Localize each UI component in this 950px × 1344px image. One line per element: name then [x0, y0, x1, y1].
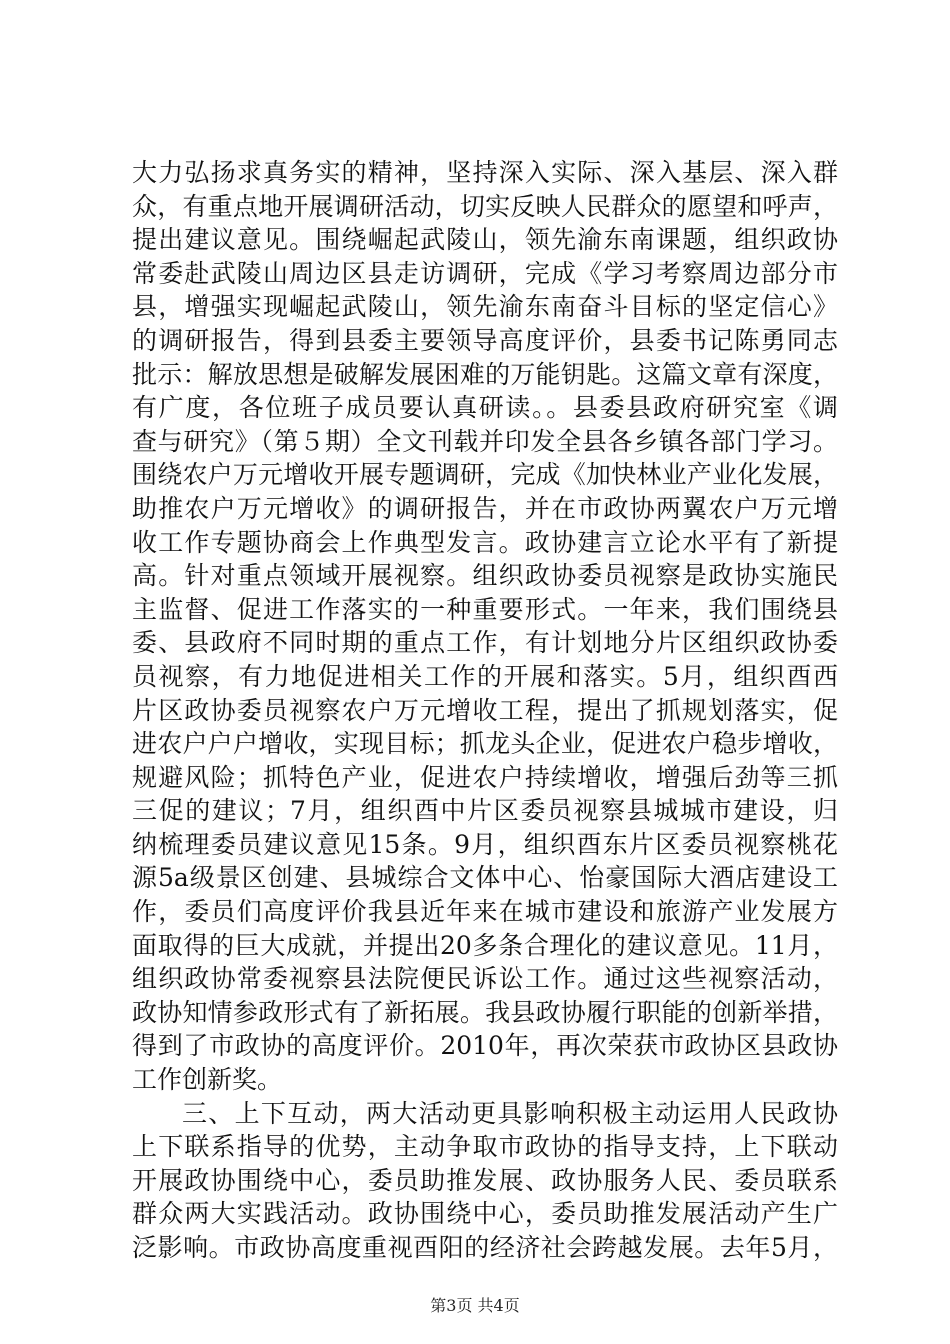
text-line: 提出建议意见。围绕崛起武陵山，领先渝东南课题，组织政协 [132, 225, 838, 255]
text-line: 县，增强实现崛起武陵山，领先渝东南奋斗目标的坚定信心》 [132, 292, 838, 322]
text-line: 批示：解放思想是破解发展困难的万能钥匙。这篇文章有深度， [132, 359, 838, 389]
page-footer [0, 1296, 950, 1316]
text-line: 进农户户户增收，实现目标；抓龙头企业，促进农户稳步增收， [132, 729, 838, 759]
text-line: 委、县政府不同时期的重点工作，有计划地分片区组织政协委 [132, 628, 838, 658]
text-line: 上下联系指导的优势，主动争取市政协的指导支持，上下联动 [132, 1132, 838, 1162]
section-heading-line: 三、上下互动，两大活动更具影响积极主动运用人民政协 [182, 1098, 838, 1128]
text-line: 泛影响。市政协高度重视酉阳的经济社会跨越发展。去年5月， [132, 1233, 838, 1262]
text-line: 常委赴武陵山周边区县走访调研，完成《学习考察周边部分市 [132, 258, 838, 288]
text-line: 众，有重点地开展调研活动，切实反映人民群众的愿望和呼声， [132, 191, 838, 221]
text-line: 高。针对重点领域开展视察。组织政协委员视察是政协实施民 [132, 561, 838, 591]
text-line: 面取得的巨大成就，并提出20多条合理化的建议意见。11月， [132, 930, 838, 960]
text-line: 开展政协围绕中心，委员助推发展、政协服务人民、委员联系 [132, 1165, 838, 1195]
text-line: 纳梳理委员建议意见15条。9月，组织酉东片区委员视察桃花 [132, 829, 838, 859]
text-line: 作，委员们高度评价我县近年来在城市建设和旅游产业发展方 [132, 897, 838, 927]
text-line: 查与研究》（第５期）全文刊载并印发全县各乡镇各部门学习。 [132, 426, 838, 456]
text-line: 组织政协常委视察县法院便民诉讼工作。通过这些视察活动， [132, 964, 838, 994]
text-line: 收工作专题协商会上作典型发言。政协建言立论水平有了新提 [132, 527, 838, 557]
text-line: 主监督、促进工作落实的一种重要形式。一年来，我们围绕县 [132, 594, 838, 624]
text-line: 围绕农户万元增收开展专题调研，完成《加快林业产业化发展， [132, 460, 838, 490]
text-line: 大力弘扬求真务实的精神，坚持深入实际、深入基层、深入群 [132, 158, 838, 187]
page-indicator: 第3页 共4页 [430, 1296, 520, 1315]
text-line: 片区政协委员视察农户万元增收工程，提出了抓规划落实，促 [132, 695, 838, 725]
text-line: 得到了市政协的高度评价。2010年，再次荣获市政协区县政协 [132, 1031, 838, 1061]
text-line: 工作创新奖。 [132, 1065, 283, 1095]
text-line: 源5a级景区创建、县城综合文体中心、怡豪国际大酒店建设工 [132, 863, 838, 893]
text-line: 政协知情参政形式有了新拓展。我县政协履行职能的创新举措， [132, 997, 838, 1027]
body-text [132, 156, 838, 1265]
text-line: 员视察，有力地促进相关工作的开展和落实。5月，组织酉西 [132, 661, 838, 691]
text-line: 群众两大实践活动。政协围绕中心，委员助推发展活动产生广 [132, 1199, 838, 1229]
text-line: 三促的建议；7月，组织酉中片区委员视察县城城市建设，归 [132, 796, 838, 826]
text-line: 有广度，各位班子成员要认真研读。。县委县政府研究室《调 [132, 393, 838, 423]
text-line: 助推农户万元增收》的调研报告，并在市政协两翼农户万元增 [132, 493, 838, 523]
text-line: 的调研报告，得到县委主要领导高度评价，县委书记陈勇同志 [132, 325, 838, 355]
text-line: 规避风险；抓特色产业，促进农户持续增收，增强后劲等三抓 [132, 762, 838, 792]
